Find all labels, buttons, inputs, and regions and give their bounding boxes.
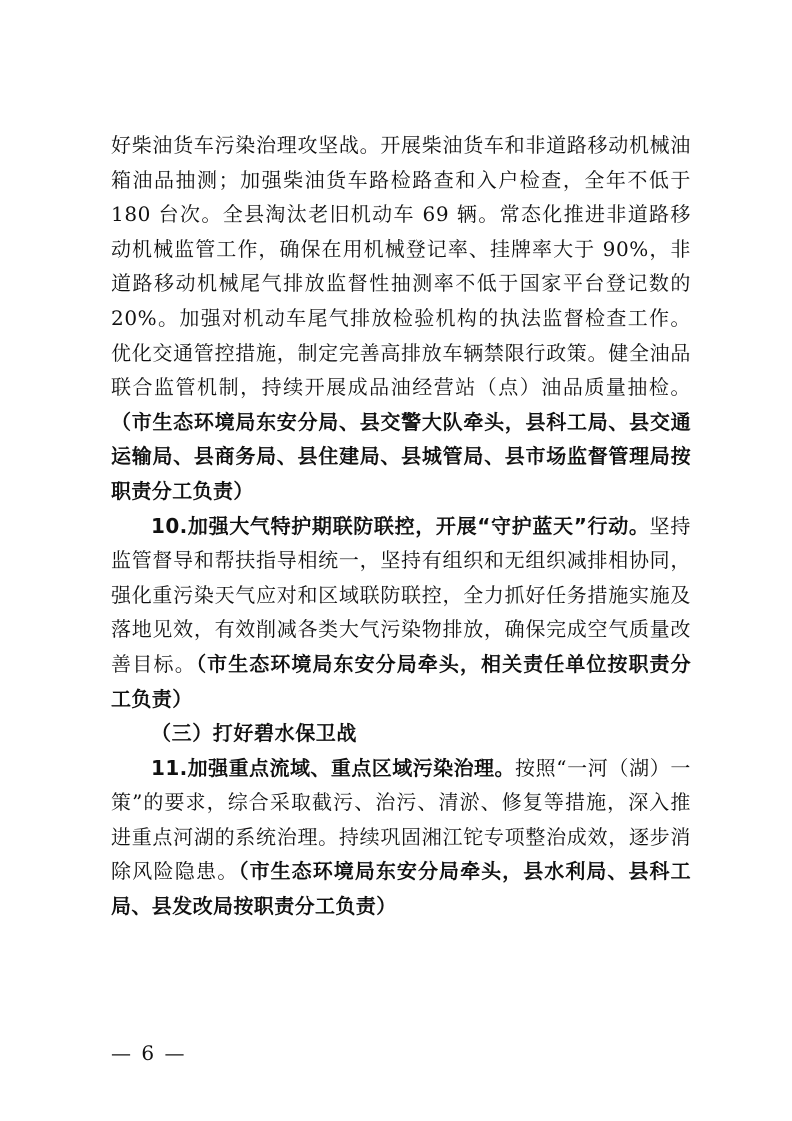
responsibility-note: （市生态环境局东安分局牵头，相关责任单位按职责分工负责） [111, 651, 691, 711]
paragraph-text: 好柴油货车污染治理攻坚战。开展柴油货车和非道路移动机械油箱油品抽测；加强柴油货车路检路查和入户检查，全年不低于 180 台次。全县淘汰老旧机动车 69 辆。常态化推进非道路移动机械监管工作，确保在用机械登记率、挂牌率大于 90%，非道路移动机械尾气排放监督性抽测率不低于国家平台登记数的 20%。加强对机动车尾气排放检验机构的执法监督检查工作。优化交通管控措施，制定完善高排放车辆禁限行政策。健全油品联合监管机制，持续开展成品油经营站（点）油品质量抽检。 [111, 133, 691, 400]
responsibility-note: （市生态环境局东安分局牵头，县水利局、县科工局、县发改局按职责分工负责） [111, 859, 691, 919]
paragraph-text: 坚持监管督导和帮扶指导相统一，坚持有组织和无组织减排相协同，强化重污染天气应对和区域联防联控，全力抓好任务措施实施及落地见效，有效削减各类大气污染物排放，确保完成空气质量改善目标。 [111, 513, 691, 676]
item-title: 10.加强大气特护期联防联控，开展“守护蓝天”行动。 [151, 513, 650, 538]
section-heading: （三）打好碧水保卫战 [151, 721, 357, 746]
paragraph-text: 按照“一河（湖）一策”的要求，综合采取截污、治污、清淤、修复等措施，深入推进重点河湖的系统治理。持续巩固湘江铊专项整治成效，逐步消除风险隐患。 [111, 755, 692, 884]
page-number: — 6 — [111, 1041, 187, 1065]
paragraph-item-10 [111, 509, 691, 717]
item-title: 11.加强重点流域、重点区域污染治理。 [151, 755, 515, 780]
paragraph-diesel-truck [111, 128, 691, 509]
document-body [111, 128, 691, 924]
paragraph-item-11 [111, 751, 691, 924]
responsibility-note: （市生态环境局东安分局、县交警大队牵头，县科工局、县交通运输局、县商务局、县住建局、县城管局、县市场监督管理局按职责分工负责） [111, 409, 691, 503]
